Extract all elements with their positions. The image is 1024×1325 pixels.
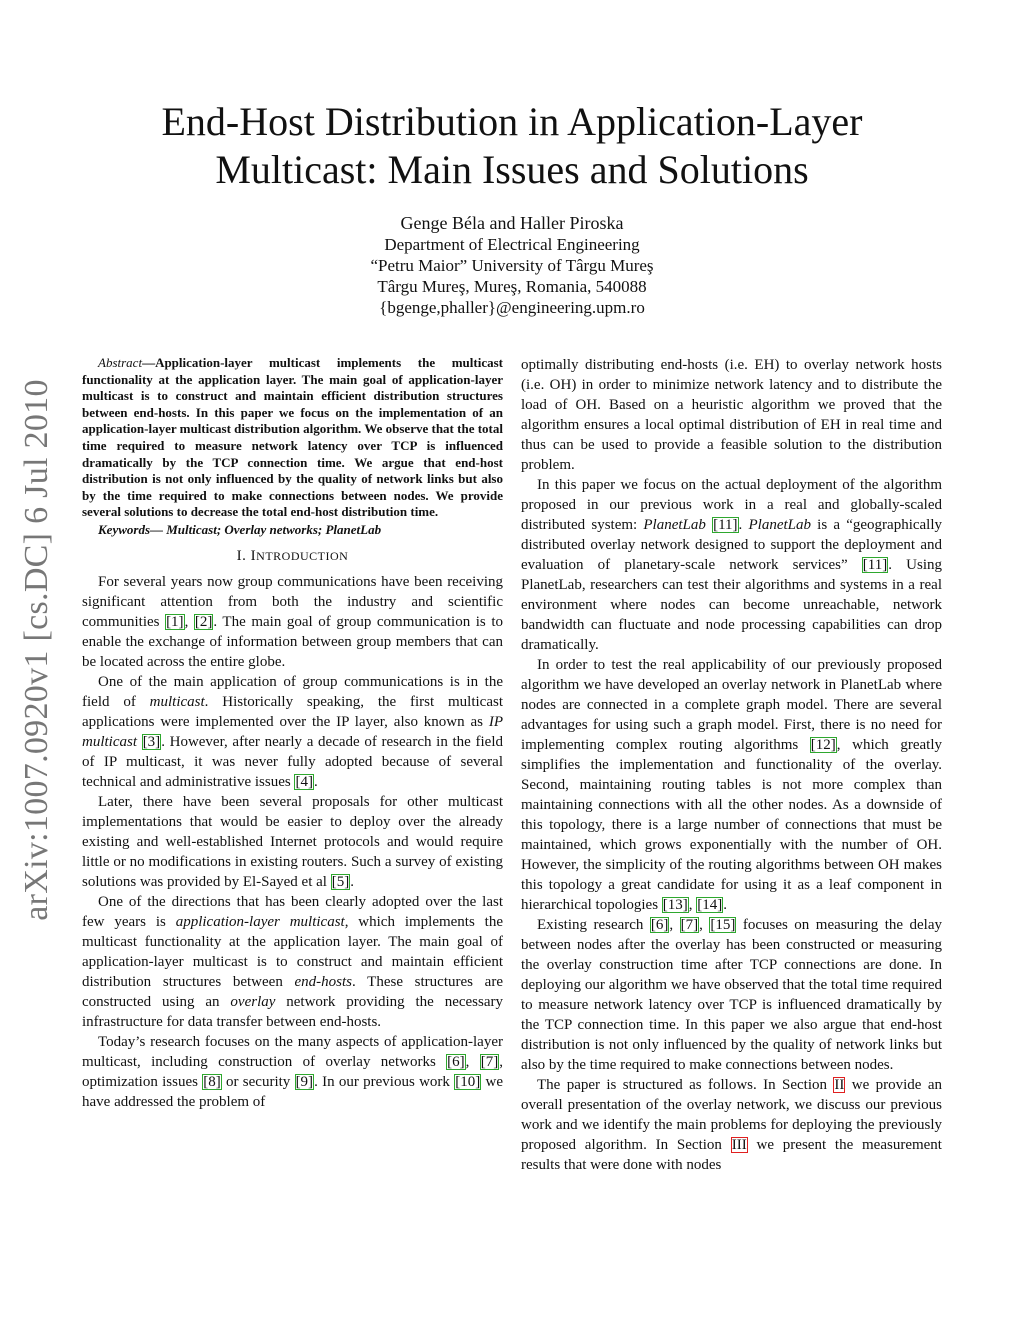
section-ref-link[interactable]: III xyxy=(731,1137,747,1153)
citation-link[interactable]: [8] xyxy=(203,1073,221,1090)
citation-link[interactable]: [7] xyxy=(480,1053,499,1070)
citation-link[interactable]: [14] xyxy=(697,897,723,913)
paragraph: One of the main application of group communications is in the field of multicast. Historically speaking, the first multicast applications were implemented over the IP layer, also known as IP multicast [3]. However, after nearly a decade of research in the field of IP multicast, it was never fully adopted because of several technical and administrative issues [4]. xyxy=(82,673,503,790)
citation-link[interactable]: [9] xyxy=(295,1073,314,1090)
paragraph: optimally distributing end-hosts (i.e. EH) to overlay network hosts (i.e. OH) in order to minimize network latency and to distribute the load of OH. Based on a heuristic algorithm we proved that the algorithm ensures a local optimal distribution of EH in real time and thus can be used to provide a feasible solution to the distribution problem. xyxy=(521,357,942,473)
citation-link[interactable]: [10] xyxy=(455,1073,481,1090)
author-block xyxy=(80,213,944,318)
abstract-label: Abstract xyxy=(98,355,143,370)
right-column xyxy=(521,355,942,1175)
author-department: Department of Electrical Engineering xyxy=(384,235,640,254)
citation-link[interactable]: [6] xyxy=(447,1053,465,1070)
paragraph: Today’s research focuses on the many aspects of application-layer multicast, including construction of overlay networks [6], [7], optimization issues [8] or security [9]. In our previous work [10] we have addressed the problem of xyxy=(82,1033,504,1110)
title-line-2: Multicast: Main Issues and Solutions xyxy=(215,147,809,192)
citation-link[interactable]: [1] xyxy=(166,613,184,630)
citation-link[interactable]: [11] xyxy=(862,557,888,573)
citation-link[interactable]: [12] xyxy=(810,737,836,753)
citation-link[interactable]: [2] xyxy=(194,613,213,630)
paragraph: Later, there have been several proposals for other multicast implementations that would be easier to deploy over the already existing and well-established Internet protocols and would require little or no modifications in existing routers. Such a survey of existing solutions was provided by El-Sayed et al [5]. xyxy=(82,793,503,890)
section-heading-introduction: I. INTRODUCTION xyxy=(236,547,349,564)
author-university: “Petru Maior” University of Târgu Mureş xyxy=(370,256,654,275)
author-address: Târgu Mureş, Mureş, Romania, 540088 xyxy=(377,277,647,296)
keywords-label: Keywords xyxy=(98,521,150,537)
author-names: Genge Béla and Haller Piroska xyxy=(400,213,624,233)
paper-title xyxy=(80,98,944,194)
keywords xyxy=(82,521,503,538)
citation-link[interactable]: [13] xyxy=(662,897,688,913)
paragraph: Existing research [6], [7], [15] focuses on measuring the delay between nodes after the overlay has been constructed or measuring the overlay construction time after TCP connections are done. In deploying our algorithm we have observed that the total time required to measure network latency over TCP is influenced dramatically by the TCP connection time. In this paper we also argue that end-host distribution is not only influenced by the quality of network links but also by the time required to make connections between nodes. xyxy=(521,917,943,1073)
citation-link[interactable]: [11] xyxy=(713,517,738,533)
section-ref-link[interactable]: II xyxy=(834,1077,845,1093)
title-line-1: End-Host Distribution in Application-Layer xyxy=(161,99,863,144)
citation-link[interactable]: [6] xyxy=(650,917,669,933)
paragraph: For several years now group communications have been receiving significant attention from both the industry and scientific communities [1], [2]. The main goal of group communication is to enable the exchange of information between group members that can be located across the entire globe. xyxy=(82,573,504,670)
left-column xyxy=(82,355,503,1112)
citation-link[interactable]: [3] xyxy=(142,733,161,750)
keywords-text: — Multicast; Overlay networks; PlanetLab xyxy=(150,521,382,537)
paragraph: One of the directions that has been clearly adopted over the last few years is application-layer multicast, which implements the multicast functionality at the application layer. The main goal of application-layer multicast is to construct and maintain efficient distribution structures between end-hosts. These structures are constructed using an overlay network providing the necessary infrastructure for data transfer between end-hosts. xyxy=(82,893,503,1030)
paragraph: In order to test the real applicability of our previously proposed algorithm we have developed an overlay network in PlanetLab where nodes are connected in a complete graph model. There are several advantages for using such a graph model. First, there is no need for implementing complex routing algorithms [12], which greatly simplifies the implementation and functionality of the overlay. Second, maintaining routing tables is not more complex than maintaining connections with all the other nodes. As a downside of this topology, there is a large number of connections that must be maintained, which grows exponentially with the number of OH. However, the simplicity of the routing algorithms between OH makes this topology a great candidate for using it as a leaf component in hierarchical topologies [13], [14]. xyxy=(521,657,942,913)
paragraph: In this paper we focus on the actual deployment of the algorithm proposed in our previous work in a real and globally-scaled distributed system: PlanetLab [11]. PlanetLab is a “geographically distributed overlay network designed to support the deployment and evaluation of planetary-scale network services” [11]. Using PlanetLab, researchers can test their algorithms and systems in a real environment where nodes can become unreachable, network bandwidth can fluctuate and node processing capabilities can drop dramatically. xyxy=(521,477,943,653)
citation-link[interactable]: [7] xyxy=(680,917,699,933)
citation-link[interactable]: [15] xyxy=(710,917,736,933)
abstract xyxy=(82,355,503,521)
arxiv-stamp: arXiv:1007.0920v1 [cs.DC] 6 Jul 2010 xyxy=(18,379,55,921)
citation-link[interactable]: [5] xyxy=(331,873,350,890)
paragraph: The paper is structured as follows. In Section II we provide an overall presentation of the overlay network, we discuss our previous work and we identify the main problems for deploying the previously proposed algorithm. In Section III we present the measurement results that were done with nodes xyxy=(521,1077,942,1173)
citation-link[interactable]: [4] xyxy=(295,773,313,790)
author-email: {bgenge,phaller}@engineering.upm.ro xyxy=(379,298,645,317)
abstract-text: —Application-layer multicast implements the multicast functionality at the application layer. The main goal of application-layer multicast is to construct and maintain efficient distribution structures between end-hosts. In this paper we focus on the implementation of an application-layer multicast distribution algorithm. We observe that the total time required to measure network latency over TCP is influenced dramatically by the TCP connection time. We argue that end-host distribution is not only influenced by the quality of network links but also by the time required to make connections between nodes. We provide several solutions to decrease the total end-host distribution time. xyxy=(82,355,503,520)
